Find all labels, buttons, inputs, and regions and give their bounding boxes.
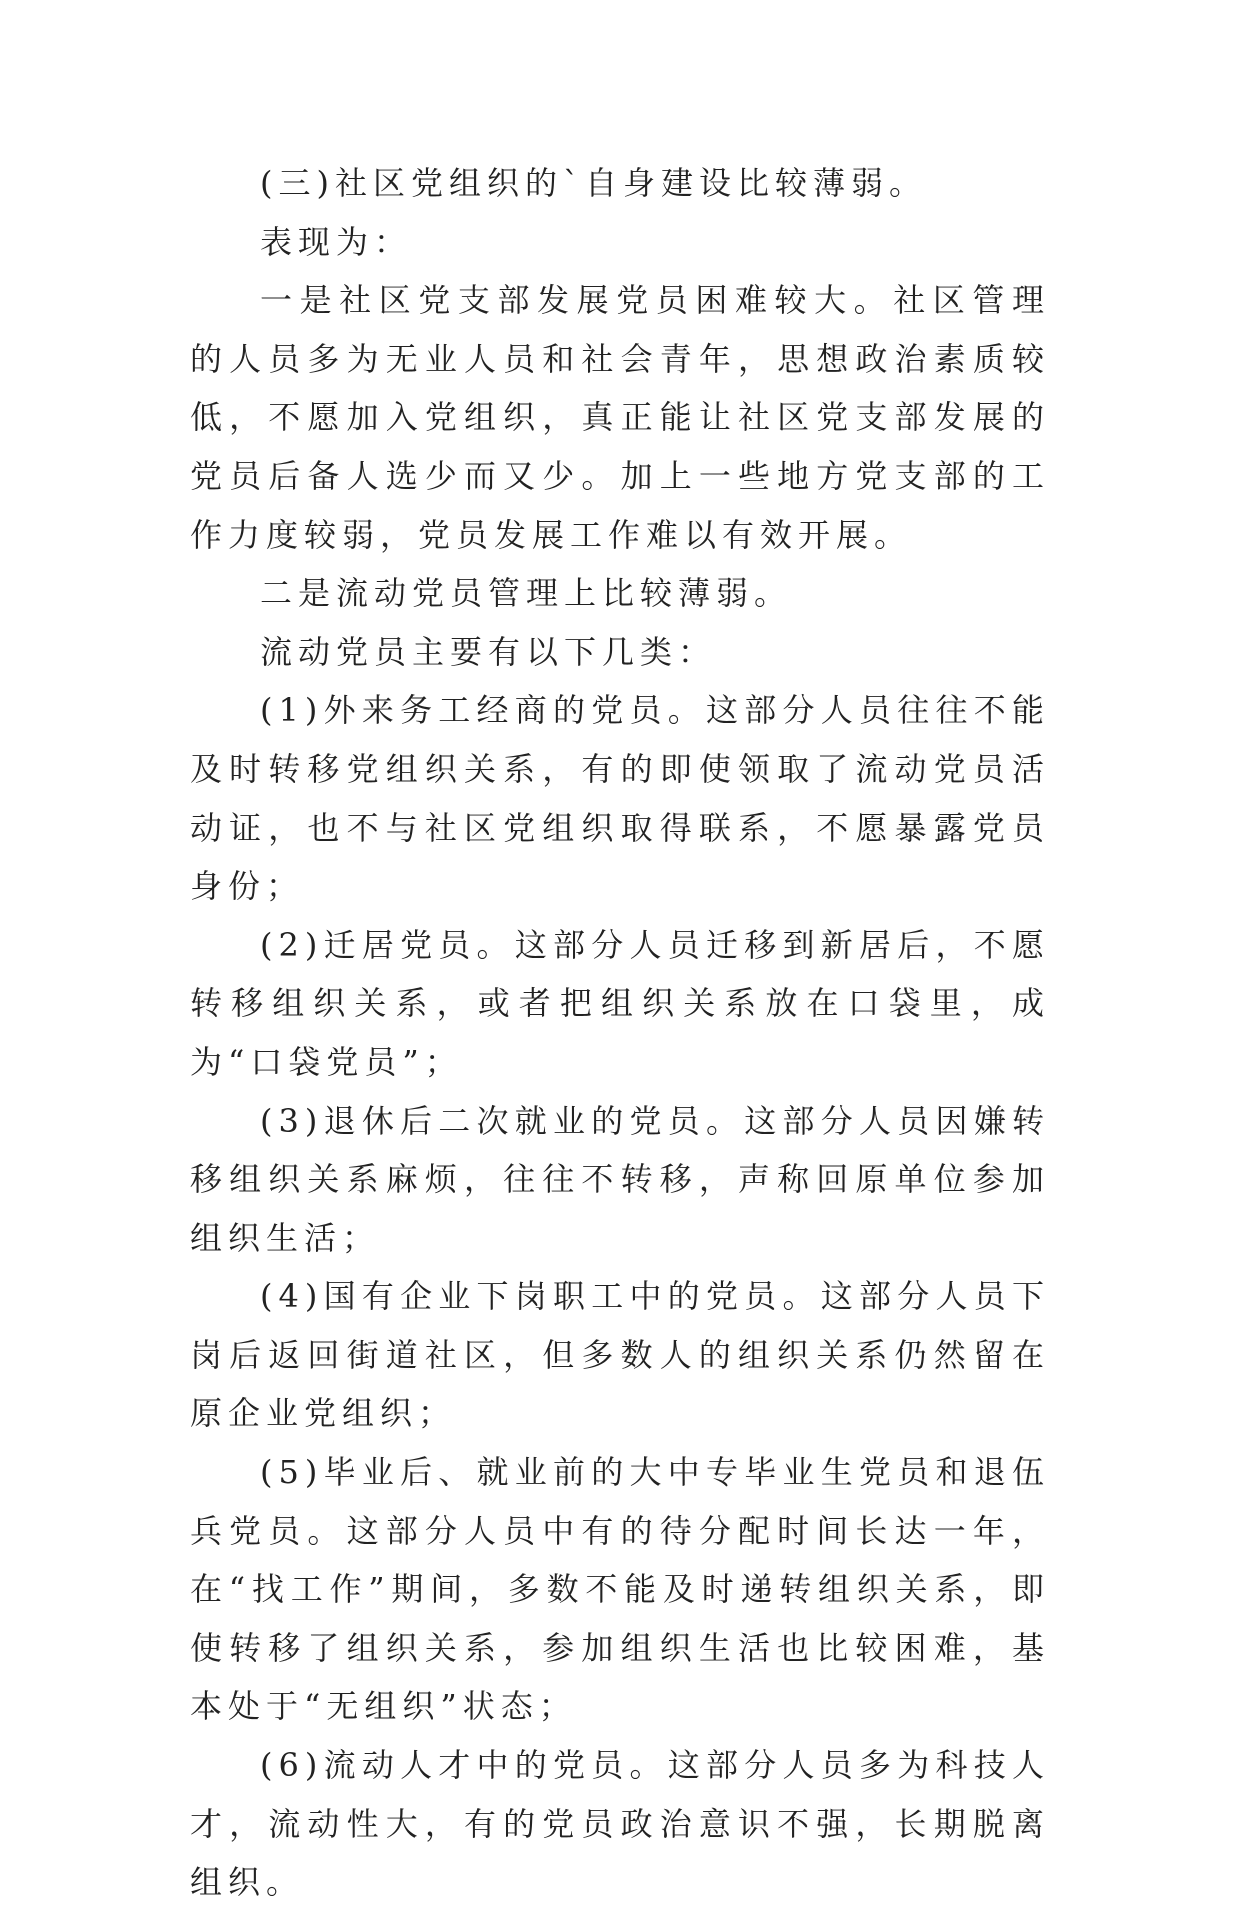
paragraph-category-1: (1)外来务工经商的党员。这部分人员往往不能及时转移党组织关系，有的即使领取了流动党员活动证，也不与社区党组织取得联系，不愿暴露党员身份； bbox=[190, 691, 1050, 906]
paragraph-category-2: (2)迁居党员。这部分人员迁移到新居后，不愿转移组织关系，或者把组织关系放在口袋里，成为“口袋党员”； bbox=[190, 925, 1050, 1081]
paragraph-point-two: 二是流动党员管理上比较薄弱。 bbox=[260, 574, 793, 613]
document-body bbox=[190, 154, 1050, 1912]
paragraph-section-heading: (三)社区党组织的`自身建设比较薄弱。 bbox=[260, 164, 927, 202]
paragraph-category-3: (3)退休后二次就业的党员。这部分人员因嫌转移组织关系麻烦，往往不转移，声称回原单位参加组织生活； bbox=[190, 1101, 1050, 1257]
paragraph-category-6: (6)流动人才中的党员。这部分人员多为科技人才，流动性大，有的党员政治意识不强，长期脱离组织。 bbox=[190, 1746, 1050, 1902]
paragraph-category-5: (5)毕业后、就业前的大中专毕业生党员和退伍兵党员。这部分人员中有的待分配时间长达一年，在“找工作”期间，多数不能及时递转组织关系，即使转移了组织关系，参加组织生活也比较困难，基本处于“无组织”状态； bbox=[190, 1453, 1050, 1726]
paragraph-intro: 表现为： bbox=[260, 222, 413, 261]
paragraph-point-one: 一是社区党支部发展党员困难较大。社区管理的人员多为无业人员和社会青年，思想政治素质较低，不愿加入党组织，真正能让社区党支部发展的党员后备人选少而又少。加上一些地方党支部的工作力度较弱，党员发展工作难以有效开展。 bbox=[190, 281, 1050, 554]
paragraph-categories-intro: 流动党员主要有以下几类： bbox=[260, 632, 717, 671]
paragraph-category-4: (4)国有企业下岗职工中的党员。这部分人员下岗后返回街道社区，但多数人的组织关系仍然留在原企业党组织； bbox=[190, 1277, 1050, 1433]
